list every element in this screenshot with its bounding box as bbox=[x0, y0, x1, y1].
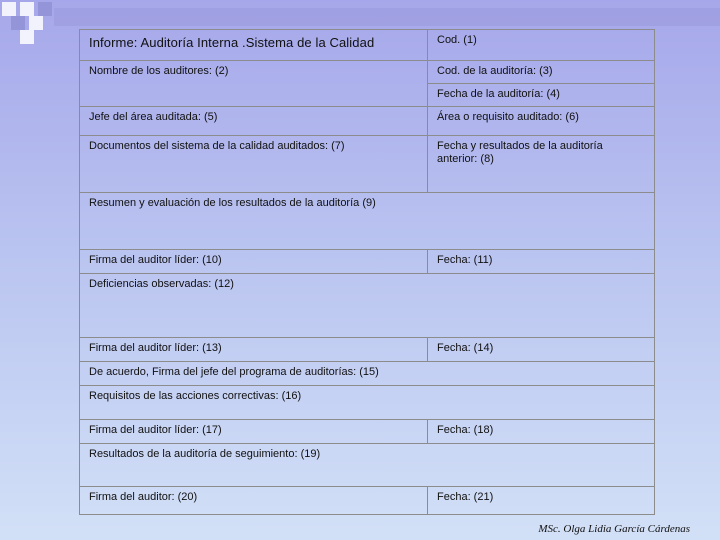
previous-results-field: Fecha y resultados de la auditoría anterior: (8) bbox=[428, 136, 655, 193]
corrective-requirements-field: Requisitos de las acciones correctivas: (16) bbox=[80, 386, 655, 420]
empty-cell bbox=[80, 84, 428, 107]
date-field: Fecha: (21) bbox=[428, 487, 655, 515]
date-field: Fecha: (18) bbox=[428, 420, 655, 444]
lead-auditor-signature-field: Firma del auditor líder: (13) bbox=[80, 338, 428, 362]
lead-auditor-signature-field: Firma del auditor líder: (10) bbox=[80, 250, 428, 274]
author-credit: MSc. Olga Lidia García Cárdenas bbox=[538, 523, 690, 535]
audit-code-field: Cod. de la auditoría: (3) bbox=[428, 61, 655, 84]
form-title: Informe: Auditoría Interna .Sistema de la Calidad bbox=[80, 30, 428, 61]
documents-field: Documentos del sistema de la calidad auditados: (7) bbox=[80, 136, 428, 193]
audit-report-form bbox=[79, 29, 655, 515]
date-field: Fecha: (11) bbox=[428, 250, 655, 274]
audit-date-field: Fecha de la auditoría: (4) bbox=[428, 84, 655, 107]
followup-results-field: Resultados de la auditoría de seguimiento: (19) bbox=[80, 444, 655, 487]
lead-auditor-signature-field: Firma del auditor líder: (17) bbox=[80, 420, 428, 444]
date-field: Fecha: (14) bbox=[428, 338, 655, 362]
area-head-field: Jefe del área auditada: (5) bbox=[80, 107, 428, 136]
auditor-signature-field: Firma del auditor: (20) bbox=[80, 487, 428, 515]
area-requirement-field: Área o requisito auditado: (6) bbox=[428, 107, 655, 136]
auditors-field: Nombre de los auditores: (2) bbox=[80, 61, 428, 84]
summary-field: Resumen y evaluación de los resultados de la auditoría (9) bbox=[80, 193, 655, 250]
deficiencies-field: Deficiencias observadas: (12) bbox=[80, 274, 655, 338]
program-head-agreement-field: De acuerdo, Firma del jefe del programa de auditorías: (15) bbox=[80, 362, 655, 386]
cod-field: Cod. (1) bbox=[428, 30, 655, 61]
